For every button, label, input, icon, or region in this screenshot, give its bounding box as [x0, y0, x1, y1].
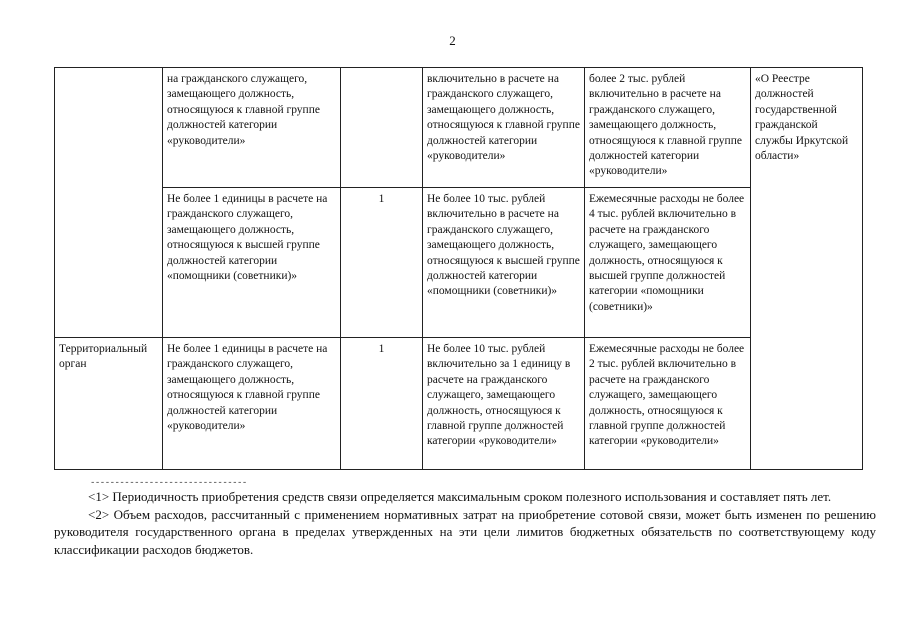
- table-cell-count: [341, 68, 423, 188]
- table-cell-body: [55, 68, 163, 338]
- table-cell-quantity-norm: Не более 1 единицы в расчете на гражданского служащего, замещающего должность, относящуюся к высшей группе должностей категории «помощники (советники)»: [163, 188, 341, 338]
- table-cell-monthly-cost: более 2 тыс. рублей включительно в расчете на гражданского служащего, замещающего должность, относящуюся к главной группе должностей категории «руководители»: [585, 68, 751, 188]
- table-cell-monthly-cost: Ежемесячные расходы не более 4 тыс. рублей включительно в расчете на гражданского служащего, замещающего должность, относящуюся к высшей группе должностей категории «помощники (советники)»: [585, 188, 751, 338]
- page-number: 2: [449, 33, 456, 48]
- table-row: [55, 338, 863, 470]
- table-cell-legal-basis: «О Реестре должностей государственной гражданской службы Иркутской области»: [751, 68, 863, 470]
- footnote-separator: --------------------------------: [90, 478, 247, 488]
- table-cell-price-norm: Не более 10 тыс. рублей включительно за 1 единицу в расчете на гражданского служащего, замещающего должность, относящуюся к главной группе должностей категории «руководители»: [423, 338, 585, 470]
- table-cell-count: 1: [341, 338, 423, 470]
- table-cell-count: 1: [341, 188, 423, 338]
- table-row: [55, 188, 863, 338]
- footnotes: [54, 488, 876, 558]
- table-cell-quantity-norm: на гражданского служащего, замещающего должность, относящуюся к главной группе должностей категории «руководители»: [163, 68, 341, 188]
- table-row: [55, 68, 863, 188]
- footnote-1: <1> Периодичность приобретения средств связи определяется максимальным сроком полезного использования и составляет пять лет.: [88, 489, 832, 504]
- footnote-2: <2> Объем расходов, рассчитанный с применением нормативных затрат на приобретение сотовой связи, может быть изменен по решению руководителя государственного органа в пределах утвержденных на эти цели лимитов бюджетных обязательств по соответствующему коду классификации расходов бюджетов.: [54, 506, 876, 557]
- table-cell-quantity-norm: Не более 1 единицы в расчете на гражданского служащего, замещающего должность, относящуюся к главной группе должностей категории «руководители»: [163, 338, 341, 470]
- table-cell-price-norm: включительно в расчете на гражданского служащего, замещающего должность, относящуюся к главной группе должностей категории «руководители»: [423, 68, 585, 188]
- norms-table: [54, 67, 863, 470]
- table-cell-body: Территориальный орган: [55, 338, 163, 470]
- table-cell-price-norm: Не более 10 тыс. рублей включительно в расчете на гражданского служащего, замещающего должность, относящуюся к высшей группе должностей категории «помощники (советники)»: [423, 188, 585, 338]
- table-cell-monthly-cost: Ежемесячные расходы не более 2 тыс. рублей включительно в расчете на гражданского служащего, замещающего должность, относящуюся к главной группе должностей категории «руководители»: [585, 338, 751, 470]
